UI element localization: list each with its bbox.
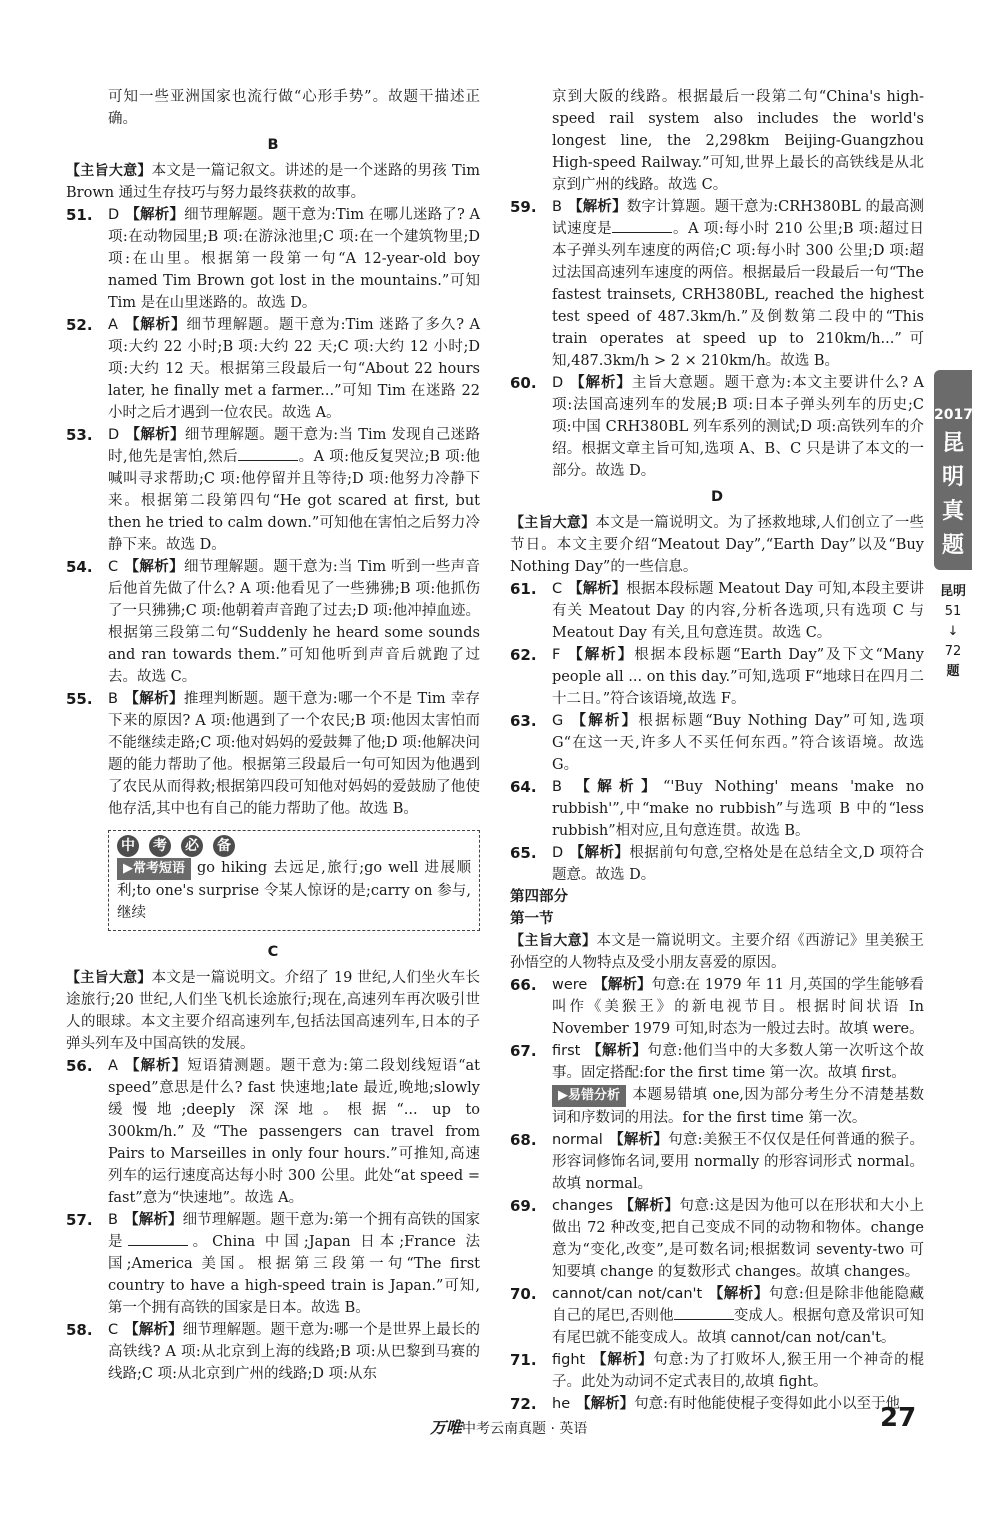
question-number: 65. <box>510 844 537 862</box>
explanation: 句意:在 1979 年 11 月,英国的学生能够看叫作《美猴王》的新电视节目。根据时间状语 In November 1979 可知,时态为一般过去时。故填 were。 <box>552 977 924 1037</box>
analysis-tag: 【解析】 <box>566 647 635 663</box>
range-suffix: 题 <box>946 664 960 679</box>
explanation: 根据本段标题“Earth Day”及下文“Many people all ... on this day.”可知,选项 F“地球日在四月二十二日。”符合该语境,故选 F。 <box>552 647 924 707</box>
explanation: 根据本段标题 Meatout Day 可知,本段主要讲有关 Meatout Day 的内容,分析各选项,只有选项 C 与 Meatout Day 有关,且句意连贯。故选 C。 <box>552 581 925 641</box>
question-56 <box>66 1055 480 1209</box>
section-heading-b: B <box>267 137 279 153</box>
question-58 <box>66 1319 480 1385</box>
analysis-tag: 【解析】 <box>123 317 187 333</box>
question-number: 63. <box>510 712 537 730</box>
question-70 <box>510 1283 924 1349</box>
analysis-tag: 【解析】 <box>618 1198 680 1214</box>
explanation: 句意:他们当中的大多数人第一次听这个故事。固定搭配:for the first time 第一次。故填 first。 <box>552 1043 925 1081</box>
question-number: 60. <box>510 374 537 392</box>
analysis-tag: 【解析】 <box>124 1322 183 1338</box>
answer: A <box>108 317 118 333</box>
sidebar-title-char: 题 <box>941 533 964 558</box>
analysis-tag: 【解析】 <box>569 713 639 729</box>
question-number: 67. <box>510 1042 537 1060</box>
analysis-tag: 【解析】 <box>586 1043 648 1059</box>
question-number: 61. <box>510 580 537 598</box>
continued-text: 可知一些亚洲国家也流行做“心形手势”。故题干描述正确。 <box>108 89 480 127</box>
question-67 <box>510 1040 924 1084</box>
explanation: 细节理解题。题干意为:当 Tim 听到一些声音后他首先做了什么? A 项:他看见了一些狒狒;B 项:他抓伤了一只狒狒;C 项:他朝着声音跑了过去;D 项:他冲掉血迹。根据第三段第二句“Suddenly he heard some sounds and ran towards them.”可知他听到声音后就跑了过去。故选 C。 <box>108 559 480 685</box>
answer: changes <box>552 1198 613 1214</box>
question-61 <box>510 578 924 644</box>
question-number: 64. <box>510 778 537 796</box>
question-54 <box>66 556 480 688</box>
question-69 <box>510 1195 924 1283</box>
blank-line <box>238 446 298 461</box>
summary-part4 <box>510 930 924 974</box>
footer-brand <box>430 1417 587 1440</box>
explanation: 主旨大意题。题干意为:本文主要讲什么? A 项:法国高速列车的发展;B 项:日本子弹头列车的历史;C 项:中国 CRH380BL 列车系列的测试;D 项:高铁列车的介绍。根据文章主旨可知,选项 A、B、C 只是讲了本文的一部分。故选 D。 <box>552 375 925 479</box>
explanation: 数字计算题。题干意为:CRH380BL 的最高测试速度是 <box>552 199 924 237</box>
section-sidebar-tab <box>934 370 972 710</box>
answer: normal <box>552 1132 603 1148</box>
analysis-tag: 【解析】 <box>569 845 630 861</box>
summary-text: 本文是一篇记叙文。讲述的是一个迷路的男孩 Tim Brown 通过生存技巧与努力最终获救的故事。 <box>66 163 481 201</box>
sidebar-title-char: 昆 <box>941 431 964 456</box>
summary-d <box>510 512 924 578</box>
down-arrow-icon: ↓ <box>947 624 959 639</box>
answer: D <box>108 207 120 223</box>
footer-subtitle: 中考云南真题 · 英语 <box>462 1421 588 1437</box>
mistake-text: 本题易错填 one,因为部分考生分不清楚基数词和序数词的用法。for the first time 第一次。 <box>552 1087 924 1126</box>
question-number: 57. <box>66 1211 93 1229</box>
analysis-tag: 【解析】 <box>576 1396 635 1412</box>
question-52 <box>66 314 480 424</box>
continued-text: 京到大阪的线路。根据最后一段第二句“China's high-speed rail system also includes the world's longest line, the 2,298km Beijing-Guangzhou High-speed Railway.”可知,世界上最长的高铁线是从北京到广州的线路。故选 C。 <box>552 89 924 193</box>
phrases-label: ▶常考短语 <box>117 858 191 880</box>
analysis-tag: 【解析】 <box>125 207 185 223</box>
explanation-cont: 。A 项:每小时 210 公里;B 项:超过日本子弹头列车速度的两倍;C 项:每小时 300 公里;D 项:超过法国高速列车速度的两倍。根据最后一段最后一句“The fastest trainsets, CRH380BL, reached the highest test speed of 487.3km/h.”及倒数第二段中的“This train operates at speed up to 210km/h...”可知,487.3km/h > 2 × 210km/h。故选 B。 <box>552 221 924 369</box>
question-60 <box>510 372 924 482</box>
question-number: 62. <box>510 646 537 664</box>
answer: he <box>552 1396 571 1412</box>
question-number: 59. <box>510 198 537 216</box>
explanation: 细节理解题。题干意为:当 Tim 发现自己迷路时,他先是害怕,然后 <box>108 427 480 465</box>
question-number: 69. <box>510 1197 537 1215</box>
explanation: 细节理解题。题干意为:第一个拥有高铁的国家是 <box>108 1212 481 1250</box>
exam-tips-title <box>117 835 245 857</box>
question-number: 68. <box>510 1131 537 1149</box>
question-57 <box>66 1209 480 1319</box>
analysis-tag: 【解析】 <box>591 1352 654 1368</box>
analysis-tag: 【解析】 <box>123 1058 188 1074</box>
summary-text: 本文是一篇说明文。为了拯救地球,人们创立了一些节日。本文主要介绍“Meatout Day”,“Earth Day”以及“Buy Nothing Day”的一些信息。 <box>510 515 925 575</box>
explanation: “'Buy Nothing' means 'make no rubbish'”,中“make no rubbish”与选项 B 中的“less rubbish”相对应,且句意连贯。故选 B。 <box>552 779 924 839</box>
question-64 <box>510 776 924 842</box>
question-number: 72. <box>510 1395 537 1413</box>
analysis-tag: 【解析】 <box>568 581 627 597</box>
question-65 <box>510 842 924 886</box>
answer: B <box>552 779 562 795</box>
answer: F <box>552 647 561 663</box>
question-number: 56. <box>66 1057 93 1075</box>
explanation: 句意:这是因为他可以在形状和大小上做出 72 种改变,把自己变成不同的动物和物体。change 意为“变化,改变”,是可数名词;根据数词 seventy-two 可知要填 change 的复数形式 changes。故填 changes。 <box>552 1198 925 1280</box>
question-number: 51. <box>66 206 93 224</box>
analysis-tag: 【解析】 <box>567 199 627 215</box>
analysis-tag: 【解析】 <box>567 779 663 795</box>
analysis-tag: 【解析】 <box>124 559 185 575</box>
left-column <box>66 86 480 1385</box>
explanation-cont: 。A 项:他反复哭泣;B 项:他喊叫寻求帮助;C 项:他停留并且等待;D 项:他努力冷静下来。根据第二段第四句“He got scared at first, but then he tried to calm down.”可知他在害怕之后努力冷静下来。故选 D。 <box>108 449 480 553</box>
blank-line <box>128 1231 188 1246</box>
answer: fight <box>552 1352 586 1368</box>
answer: B <box>108 691 118 707</box>
answer: C <box>108 1322 119 1338</box>
explanation: 根据标题“Buy Nothing Day”可知,选项 G“在这一天,许多人不买任何东西。”符合该语境。故选 G。 <box>552 713 924 773</box>
question-62 <box>510 644 924 710</box>
summary-tag: 【主旨大意】 <box>66 163 152 179</box>
explanation: 句意:美猴王不仅仅是任何普通的猴子。形容词修饰名词,要用 normally 的形容词形式 normal。故填 normal。 <box>552 1132 925 1192</box>
answer: B <box>552 199 562 215</box>
question-range <box>934 582 972 682</box>
explanation: 细节理解题。题干意为:哪一个是世界上最长的高铁线? A 项:从北京到上海的线路;B 项:从巴黎到马赛的线路;C 项:从北京到广州的线路;D 项:从东 <box>108 1322 481 1382</box>
mistake-label: ▶易错分析 <box>552 1085 626 1107</box>
right-column <box>510 86 924 1415</box>
analysis-tag: 【解析】 <box>608 1132 669 1148</box>
explanation: 根据前句句意,空格处是在总结全文,D 项符合题意。故选 D。 <box>552 845 925 883</box>
answer: D <box>552 845 564 861</box>
question-59 <box>510 196 924 372</box>
question-number: 70. <box>510 1285 537 1303</box>
answer: G <box>552 713 564 729</box>
answer: D <box>552 375 564 391</box>
question-66 <box>510 974 924 1040</box>
question-53 <box>66 424 480 556</box>
analysis-tag: 【解析】 <box>125 427 185 443</box>
page-number: 27 <box>880 1403 917 1433</box>
answer: D <box>108 427 120 443</box>
question-number: 55. <box>66 690 93 708</box>
summary-text: 本文是一篇说明文。主要介绍《西游记》里美猴王孙悟空的人物特点及受小朋友喜爱的原因。 <box>510 933 925 971</box>
question-number: 58. <box>66 1321 93 1339</box>
analysis-tag: 【解析】 <box>593 977 652 993</box>
analysis-tag: 【解析】 <box>708 1286 769 1302</box>
answer: cannot/can not/can't <box>552 1286 703 1302</box>
answer: A <box>108 1058 118 1074</box>
part-heading: 第四部分 <box>510 889 568 905</box>
question-number: 53. <box>66 426 93 444</box>
title-char: 备 <box>213 835 235 857</box>
explanation: 细节理解题。题干意为:Tim 在哪儿迷路了? A 项:在动物园里;B 项:在游泳池里;C 项:在一个建筑物里;D 项:在山里。根据第一段第一句“A 12-year-old boy named Tim Brown got lost in the mountains.”可知 Tim 是在山里迷路的。故选 D。 <box>108 207 481 311</box>
question-71 <box>510 1349 924 1393</box>
range-start: 51 <box>944 604 962 619</box>
explanation-cont: 变成人。根据句意及常识可知有尾巴就不能变成人。故填 cannot/can not/can't。 <box>552 1308 925 1346</box>
answer: first <box>552 1043 581 1059</box>
question-68 <box>510 1129 924 1195</box>
summary-c <box>66 967 480 1055</box>
analysis-tag: 【解析】 <box>123 1212 183 1228</box>
summary-tag: 【主旨大意】 <box>510 933 597 949</box>
range-end: 72 <box>944 644 962 659</box>
blank-line <box>674 1305 734 1320</box>
analysis-tag: 【解析】 <box>123 691 184 707</box>
answer: were <box>552 977 588 993</box>
explanation: 句意:为了打败坏人,猴王用一个神奇的棍子。此处为动词不定式表目的,故填 fight。 <box>552 1352 925 1390</box>
explanation-cont: 。China 中国;Japan 日本;France 法国;America 美国。根据第三段第一句“The first country to have a high-speed train is Japan.”可知,第一个拥有高铁的国家是日本。故选 B。 <box>108 1234 480 1316</box>
explanation: 推理判断题。题干意为:哪一个不是 Tim 幸存下来的原因? A 项:他遇到了一个农民;B 项:他因太害怕而不能继续走路;C 项:他对妈妈的爱鼓舞了他;D 项:他解决问题的能力帮助了他。根据第三段最后一句可知因为他遇到了农民从而得救;根据第四段可知他对妈妈的爱鼓励了他使他存活,其中也有自己的能力帮助了他。故选 B。 <box>108 691 480 817</box>
section-heading-d: D <box>710 489 724 505</box>
answer: C <box>108 559 119 575</box>
title-char: 考 <box>149 835 171 857</box>
section-heading-c: C <box>267 944 279 960</box>
question-63 <box>510 710 924 776</box>
title-char: 必 <box>181 835 203 857</box>
summary-tag: 【主旨大意】 <box>510 515 596 531</box>
question-number: 52. <box>66 316 93 334</box>
summary-text: 本文是一篇说明文。介绍了 19 世纪,人们坐火车长途旅行;20 世纪,人们坐飞机长途旅行;现在,高速列车再次吸引世人的眼球。本文主要介绍高速列车,包括法国高速列车,日本的子弹头列车及中国高铁的发展。 <box>66 970 480 1052</box>
answer: C <box>552 581 563 597</box>
explanation: 句意:但是除非他能隐藏自己的尾巴,否则他 <box>552 1286 925 1324</box>
range-city: 昆明 <box>939 584 966 599</box>
blank-line <box>612 218 672 233</box>
question-51 <box>66 204 480 314</box>
exam-tips-box <box>108 830 480 931</box>
analysis-tag: 【解析】 <box>569 375 632 391</box>
sidebar-year: 2017 <box>934 407 973 423</box>
brand-logo: 万唯 <box>430 1418 463 1437</box>
phrases-text: go hiking 去远足,旅行;go well 进展顺利;to one's surprise 令某人惊讶的是;carry on 参与,继续 <box>117 860 471 921</box>
sidebar-title-char: 明 <box>941 465 964 490</box>
title-char: 中 <box>117 835 139 857</box>
question-number: 54. <box>66 558 93 576</box>
mistake-analysis <box>510 1084 924 1129</box>
summary-tag: 【主旨大意】 <box>66 970 152 986</box>
section-heading: 第一节 <box>510 911 554 927</box>
explanation: 短语猜测题。题干意为:第二段划线短语“at speed”意思是什么? fast 快速地;late 最近,晚地;slowly 缓慢地;deeply 深深地。根据“... up to 300km/h.”及“The passengers can travel from Pairs to Marseilles in only four hours.”可推知,高速列车的运行速度高达每小时 300 公里。此处“at speed = fast”意为“快速地”。故选 A。 <box>108 1058 480 1206</box>
explanation: 句意:有时他能使棍子变得如此小以至于他 <box>634 1396 901 1412</box>
question-number: 71. <box>510 1351 537 1369</box>
answer: B <box>108 1212 118 1228</box>
question-55 <box>66 688 480 820</box>
year-tab <box>934 370 972 570</box>
question-number: 66. <box>510 976 537 994</box>
question-72 <box>510 1393 924 1415</box>
summary-b <box>66 160 480 204</box>
explanation: 细节理解题。题干意为:Tim 迷路了多久? A 项:大约 22 小时;B 项:大约 22 天;C 项:大约 12 小时;D 项:大约 12 天。根据第三段最后一句“About 22 hours later, he finally met a farmer...”可知 Tim 在迷路 22 小时之后才遇到一位农民。故选 A。 <box>108 317 481 421</box>
sidebar-title-char: 真 <box>941 499 964 524</box>
